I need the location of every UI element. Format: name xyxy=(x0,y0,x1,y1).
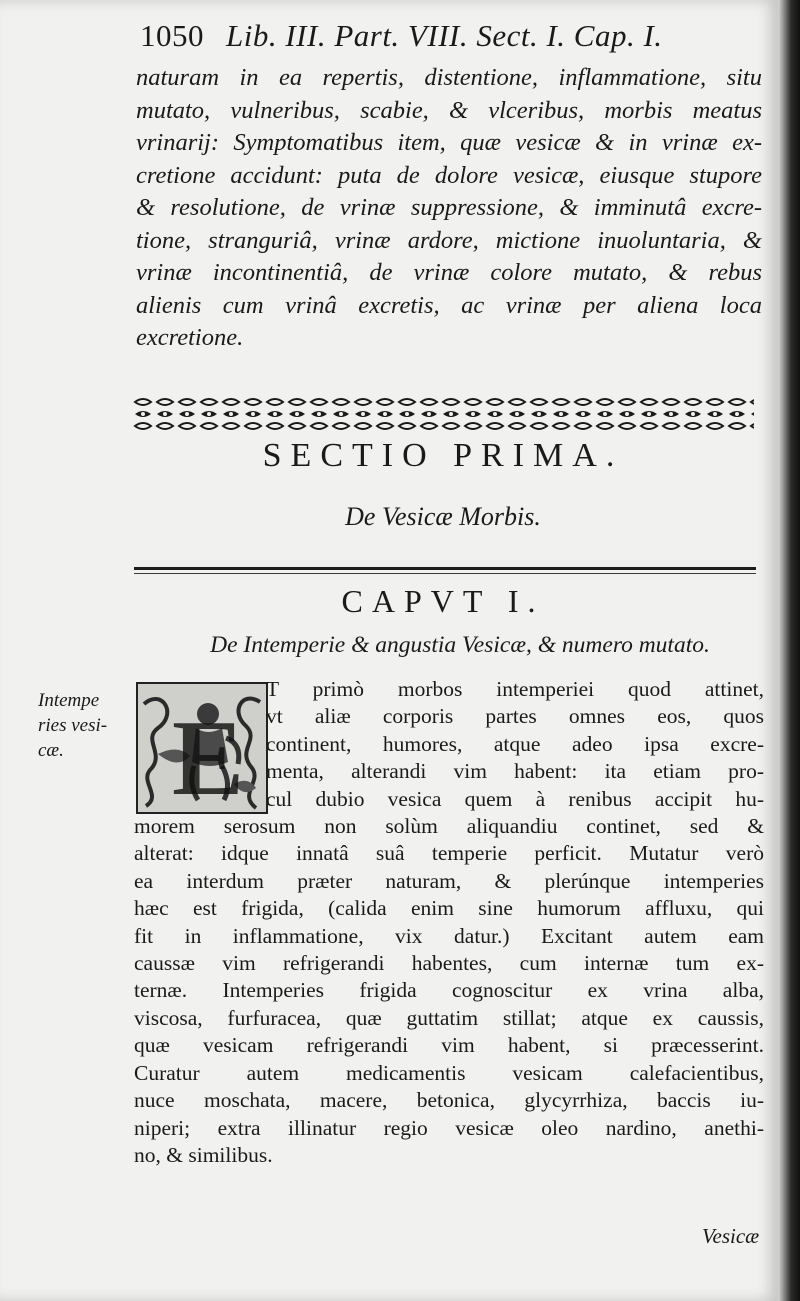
body-line: fit in inflammatione, vix datur.) Excitant autem eam xyxy=(134,923,764,948)
body-line: hæc est frigida, (calida enim sine humorum affluxu, qui xyxy=(134,896,764,921)
body-line: nuce moschata, macere, betonica, glycyrrhiza, baccis iu- xyxy=(134,1088,764,1113)
body-line: niperi; extra illinatur regio vesicæ oleo nardino, anethi- xyxy=(134,1115,764,1140)
body-line: quæ vesicam refrigerandi vim habent, si præcesserint. xyxy=(134,1033,764,1058)
margin-note-line: Intempe xyxy=(38,690,100,711)
intro-line: vrinæ incontinentiâ, de vrinæ colore mutato, & rebus xyxy=(136,259,762,286)
intro-paragraph xyxy=(136,62,762,355)
catchword: Vesicæ xyxy=(702,1224,760,1248)
intro-line: naturam in ea repertis, distentione, inflammatione, situ xyxy=(136,64,762,91)
intro-line: cretione accidunt: puta de dolore vesicæ, eiusque stupore xyxy=(136,161,762,189)
body-line: Curatur autem medicamentis vesicam calefacientibus, xyxy=(134,1060,764,1085)
ornamental-border xyxy=(132,396,754,432)
body-line: ternæ. Intemperies frigida cognoscitur ex vrina alba, xyxy=(134,978,764,1003)
body-line: cul dubio vesica quem à renibus accipit hu- xyxy=(266,786,764,811)
body-line: alterat: idque innatâ suâ temperie perficit. Mutatur verò xyxy=(134,841,764,866)
margin-note-line: ries vesi- xyxy=(38,715,108,736)
chapter-body xyxy=(134,676,764,1169)
margin-note-line: cæ. xyxy=(38,740,64,761)
body-line: continent, humores, atque adeo ipsa excre- xyxy=(266,731,764,756)
intro-line: alienis cum vrinâ excretis, ac vrinæ per aliena loca xyxy=(136,291,762,319)
body-line: ea interdum præter naturam, & plerúnque intemperies xyxy=(134,868,764,893)
chapter-heading: CAPVT I. xyxy=(341,583,545,619)
chapter-title: De Intemperie & angustia Vesicæ, & numero mutato. xyxy=(210,632,710,658)
intro-line: vrinarij: Symptomatibus item, quæ vesicæ & in vrinæ ex- xyxy=(136,129,762,156)
body-line: viscosa, furfuracea, quæ guttatim stillat; atque ex caussis, xyxy=(134,1005,764,1030)
running-head xyxy=(140,18,760,54)
page-edge-shadow xyxy=(778,0,800,1301)
section-subheading: De Vesicæ Morbis. xyxy=(345,502,541,531)
body-line: no, & similibus. xyxy=(134,1142,273,1167)
running-head-text: Lib. III. Part. VIII. Sect. I. Cap. I. xyxy=(226,18,663,53)
thin-rule xyxy=(134,573,756,574)
body-line: vt aliæ corporis partes omnes eos, quos xyxy=(266,704,764,729)
intro-line: excretione. xyxy=(136,324,244,351)
intro-line: mutato, vulneribus, scabie, & vlceribus, morbis meatus xyxy=(136,96,762,124)
margin-note xyxy=(38,688,130,763)
body-line: caussæ vim refrigerandi habentes, cum internæ tum ex- xyxy=(134,951,764,976)
body-line: menta, alterandi vim habent: ita etiam pro- xyxy=(266,759,764,784)
section-heading: SECTIO PRIMA. xyxy=(262,437,624,474)
body-line: morem serosum non solùm aliquandiu continet, sed & xyxy=(134,814,764,839)
heavy-rule xyxy=(134,567,756,570)
intro-line: & resolutione, de vrinæ suppressione, & imminutâ excre- xyxy=(136,194,762,221)
initial-letter: E xyxy=(172,699,245,812)
intro-line: tione, stranguriâ, vrinæ ardore, mictione inuoluntaria, & xyxy=(136,226,762,254)
page-number: 1050 xyxy=(140,18,204,53)
body-line: T primò morbos intemperiei quod attinet, xyxy=(266,677,764,701)
